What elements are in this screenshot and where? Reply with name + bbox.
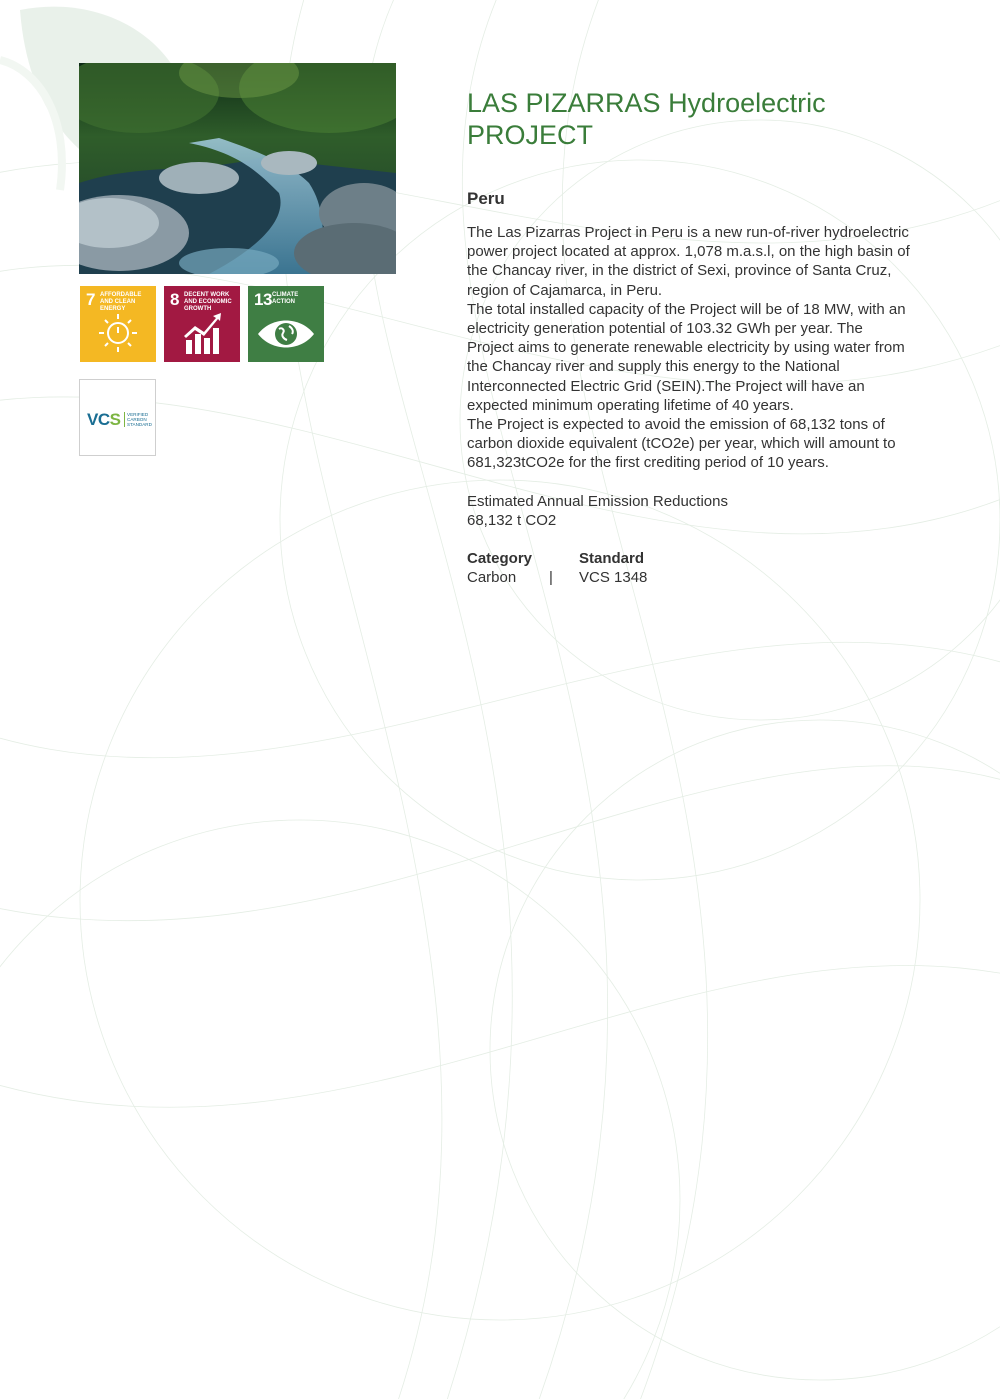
project-country: Peru xyxy=(467,189,505,208)
category-standard xyxy=(467,549,942,587)
project-photo xyxy=(79,63,396,274)
sdg-badge-13 xyxy=(248,286,324,362)
vcs-mark-s: S xyxy=(109,410,121,429)
category-header: Category xyxy=(467,550,533,568)
category-standard-header xyxy=(467,549,942,568)
project-description: The Las Pizarras Project in Peru is a new run-of-river hydroelectric power project located at approx. 1,078 m.a.s.l, on the high basin of the Chancay river, in the district of Sexi, province of Santa Cruz, region of Cajamarca, in Peru. The total installed capacity of the Project will be of 18 MW, with an electricity generation potential of 103.32 GWh per year. The Project aims to generate renewable electricity by using water from the Chancay river and supply this energy to the National Interconnected Electric Grid (SEIN).The Project will have an expected minimum operating lifetime of 40 years. The Project is expected to avoid the emission of 68,132 tons of carbon dioxide equivalent (tCO2e) per year, which will amount to 681,323tCO2e for the first crediting period of 10 years. xyxy=(467,224,910,472)
emission-reductions-value: 68,132 t CO2 xyxy=(467,511,557,529)
vcs-subtitle: VERIFIED CARBON STANDARD xyxy=(124,412,151,427)
sdg-number: 8 xyxy=(170,290,179,309)
vcs-mark xyxy=(87,410,120,430)
standard-value: VCS 1348 xyxy=(579,569,648,587)
sdg-number: 13 xyxy=(254,290,272,309)
sun-power-icon xyxy=(80,310,156,360)
sdg-number: 7 xyxy=(86,290,95,309)
page-title: LAS PIZARRAS Hydroelectric PROJECT xyxy=(467,88,826,150)
project-details xyxy=(467,87,942,587)
category-value: Carbon xyxy=(467,569,517,587)
vcs-mark-text: VC xyxy=(87,410,110,429)
separator: | xyxy=(549,569,553,587)
eye-globe-icon xyxy=(248,310,324,360)
category-standard-values xyxy=(467,568,942,587)
emission-reductions-label: Estimated Annual Emission Reductions xyxy=(467,492,728,510)
emission-reductions xyxy=(467,492,942,530)
sdg-label: DECENT WORK AND ECONOMIC GROWTH xyxy=(184,292,232,312)
sdg-badge-7 xyxy=(80,286,156,362)
vcs-logo xyxy=(79,379,156,456)
sdg-badge-8 xyxy=(164,286,240,362)
sdg-label: AFFORDABLE AND CLEAN ENERGY xyxy=(100,292,142,312)
sdg-label: CLIMATE ACTION xyxy=(272,292,299,305)
growth-chart-icon xyxy=(164,310,240,360)
standard-header: Standard xyxy=(579,550,645,568)
